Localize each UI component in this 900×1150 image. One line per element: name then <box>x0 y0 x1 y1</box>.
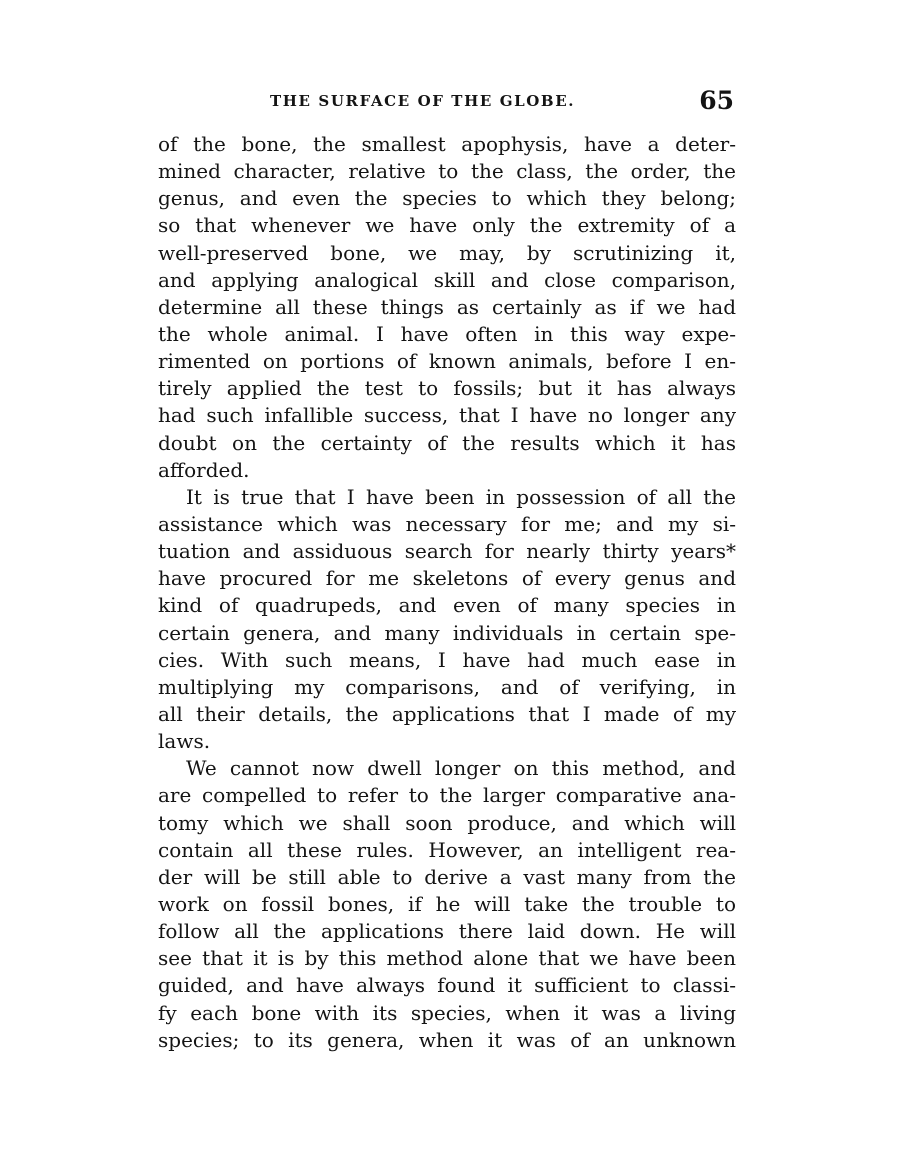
page-number: 65 <box>699 86 734 115</box>
text-line: had such infallible success, that I have no longer any <box>158 403 736 428</box>
text-line: cies. With such means, I have had much ease in <box>158 647 736 672</box>
text-line: multiplying my comparisons, and of verifying, in <box>158 674 736 699</box>
text-line: kind of quadrupeds, and even of many species in <box>158 593 736 618</box>
text-line: assistance which was necessary for me; and my si- <box>158 511 736 536</box>
text-line: afforded. <box>158 457 250 482</box>
text-line: rimented on portions of known animals, before I en- <box>158 349 736 374</box>
text-line: laws. <box>158 729 211 754</box>
text-line: so that whenever we have only the extremity of a <box>158 213 736 238</box>
text-line: and applying analogical skill and close comparison, <box>158 267 736 292</box>
text-line: der will be still able to derive a vast many from the <box>158 864 736 889</box>
text-line: work on fossil bones, if he will take the trouble to <box>158 891 736 916</box>
paragraph-first-line: We cannot now dwell longer on this method, and <box>186 756 736 781</box>
text-line: species; to its genera, when it was of an unknown <box>158 1027 736 1052</box>
text-line: determine all these things as certainly as if we had <box>158 294 736 319</box>
body-text <box>158 131 736 1054</box>
text-line: have procured for me skeletons of every genus and <box>158 566 736 591</box>
text-line: certain genera, and many individuals in certain spe- <box>158 620 736 645</box>
running-title: THE SURFACE OF THE GLOBE. <box>270 92 576 110</box>
text-line: mined character, relative to the class, the order, the <box>158 159 736 184</box>
text-line: guided, and have always found it sufficient to classi- <box>158 973 736 998</box>
text-line: of the bone, the smallest apophysis, have a deter- <box>158 132 736 156</box>
text-line: are compelled to refer to the larger comparative ana- <box>158 783 736 808</box>
text-line: fy each bone with its species, when it was a living <box>158 1000 736 1025</box>
text-line: contain all these rules. However, an intelligent rea- <box>158 837 736 862</box>
text-line: the whole animal. I have often in this way expe- <box>158 321 736 346</box>
text-line: follow all the applications there laid down. He will <box>158 919 736 944</box>
text-line: well-preserved bone, we may, by scrutinizing it, <box>158 240 736 265</box>
text-line: tuation and assiduous search for nearly thirty years* <box>158 539 736 564</box>
text-line: see that it is by this method alone that we have been <box>158 946 736 971</box>
text-line: all their details, the applications that I made of my <box>158 701 736 726</box>
paragraph-first-line: It is true that I have been in possession of all the <box>186 484 736 509</box>
text-line: genus, and even the species to which they belong; <box>158 186 736 211</box>
text-line: tomy which we shall soon produce, and which will <box>158 810 736 835</box>
text-line: tirely applied the test to fossils; but it has always <box>158 376 736 401</box>
page-header <box>158 86 736 118</box>
text-line: doubt on the certainty of the results which it has <box>158 430 736 455</box>
